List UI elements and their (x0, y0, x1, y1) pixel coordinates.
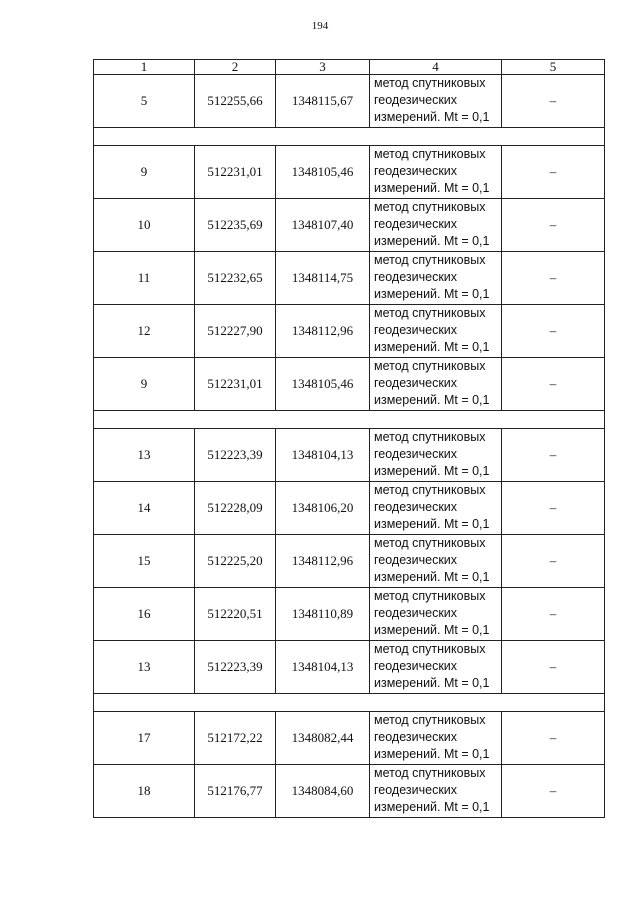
description-cell: – (502, 146, 605, 199)
x-coordinate-cell: 512176,77 (195, 765, 276, 818)
method-cell (370, 305, 502, 358)
point-number-cell: 17 (94, 712, 195, 765)
method-text-line: геодезических (374, 270, 458, 284)
method-text-line: измерений. Mt = 0,1 (374, 393, 490, 407)
method-text-line: метод спутниковых (374, 253, 486, 267)
method-text-line: метод спутниковых (374, 76, 486, 90)
point-number-cell: 9 (94, 358, 195, 411)
description-cell: – (502, 429, 605, 482)
method-cell (370, 199, 502, 252)
x-coordinate-cell: 512172,22 (195, 712, 276, 765)
method-text-line: метод спутниковых (374, 430, 486, 444)
method-text-line: измерений. Mt = 0,1 (374, 181, 490, 195)
y-coordinate-cell: 1348110,89 (276, 588, 370, 641)
description-cell: – (502, 765, 605, 818)
y-coordinate-cell: 1348115,67 (276, 75, 370, 128)
description-cell: – (502, 712, 605, 765)
method-text-line: измерений. Mt = 0,1 (374, 287, 490, 301)
point-number-cell: 14 (94, 482, 195, 535)
table-row (94, 252, 605, 305)
y-coordinate-cell: 1348105,46 (276, 146, 370, 199)
y-coordinate-cell: 1348112,96 (276, 535, 370, 588)
point-number-cell: 13 (94, 641, 195, 694)
table-row (94, 641, 605, 694)
y-coordinate-cell: 1348084,60 (276, 765, 370, 818)
method-cell (370, 358, 502, 411)
column-header-5: 5 (502, 60, 605, 75)
description-cell: – (502, 588, 605, 641)
table-header-row (94, 60, 605, 75)
point-number-cell: 13 (94, 429, 195, 482)
y-coordinate-cell: 1348112,96 (276, 305, 370, 358)
method-text-line: измерений. Mt = 0,1 (374, 110, 490, 124)
method-cell (370, 641, 502, 694)
method-cell (370, 482, 502, 535)
point-number-cell: 11 (94, 252, 195, 305)
method-text-line: измерений. Mt = 0,1 (374, 464, 490, 478)
description-cell: – (502, 305, 605, 358)
x-coordinate-cell: 512223,39 (195, 641, 276, 694)
point-number-cell: 16 (94, 588, 195, 641)
method-text-line: метод спутниковых (374, 306, 486, 320)
method-text-line: измерений. Mt = 0,1 (374, 234, 490, 248)
method-text-line: измерений. Mt = 0,1 (374, 570, 490, 584)
method-text-line: метод спутниковых (374, 642, 486, 656)
y-coordinate-cell: 1348082,44 (276, 712, 370, 765)
point-number-cell: 10 (94, 199, 195, 252)
method-text-line: измерений. Mt = 0,1 (374, 623, 490, 637)
y-coordinate-cell: 1348105,46 (276, 358, 370, 411)
method-cell (370, 252, 502, 305)
description-cell: – (502, 535, 605, 588)
group-separator-row (94, 694, 605, 712)
page-number: 194 (311, 20, 329, 32)
x-coordinate-cell: 512225,20 (195, 535, 276, 588)
description-cell: – (502, 75, 605, 128)
coordinates-table-body (94, 60, 605, 818)
table-row (94, 765, 605, 818)
table-row (94, 712, 605, 765)
point-number-cell: 5 (94, 75, 195, 128)
method-text-line: геодезических (374, 164, 458, 178)
method-text-line: геодезических (374, 447, 458, 461)
table-row (94, 535, 605, 588)
x-coordinate-cell: 512232,65 (195, 252, 276, 305)
group-separator-cell (94, 128, 605, 146)
y-coordinate-cell: 1348107,40 (276, 199, 370, 252)
method-text-line: метод спутниковых (374, 536, 486, 550)
description-cell: – (502, 252, 605, 305)
x-coordinate-cell: 512223,39 (195, 429, 276, 482)
table-row (94, 588, 605, 641)
column-header-4: 4 (370, 60, 502, 75)
method-text-line: измерений. Mt = 0,1 (374, 340, 490, 354)
table-row (94, 429, 605, 482)
y-coordinate-cell: 1348104,13 (276, 641, 370, 694)
method-text-line: геодезических (374, 217, 458, 231)
table-row (94, 146, 605, 199)
method-text-line: геодезических (374, 500, 458, 514)
table-row (94, 199, 605, 252)
method-cell (370, 535, 502, 588)
point-number-cell: 9 (94, 146, 195, 199)
x-coordinate-cell: 512255,66 (195, 75, 276, 128)
method-text-line: геодезических (374, 553, 458, 567)
method-text-line: измерений. Mt = 0,1 (374, 676, 490, 690)
method-text-line: метод спутниковых (374, 713, 486, 727)
column-header-2: 2 (195, 60, 276, 75)
method-text-line: метод спутниковых (374, 359, 486, 373)
y-coordinate-cell: 1348106,20 (276, 482, 370, 535)
group-separator-cell (94, 694, 605, 712)
method-text-line: измерений. Mt = 0,1 (374, 517, 490, 531)
x-coordinate-cell: 512228,09 (195, 482, 276, 535)
method-cell (370, 765, 502, 818)
method-text-line: измерений. Mt = 0,1 (374, 800, 490, 814)
description-cell: – (502, 482, 605, 535)
x-coordinate-cell: 512227,90 (195, 305, 276, 358)
table-row (94, 305, 605, 358)
method-text-line: метод спутниковых (374, 589, 486, 603)
group-separator-cell (94, 411, 605, 429)
group-separator-row (94, 411, 605, 429)
method-text-line: измерений. Mt = 0,1 (374, 747, 490, 761)
method-text-line: геодезических (374, 730, 458, 744)
method-cell (370, 75, 502, 128)
method-text-line: геодезических (374, 323, 458, 337)
y-coordinate-cell: 1348104,13 (276, 429, 370, 482)
x-coordinate-cell: 512231,01 (195, 146, 276, 199)
method-cell (370, 429, 502, 482)
method-text-line: геодезических (374, 783, 458, 797)
description-cell: – (502, 199, 605, 252)
point-number-cell: 12 (94, 305, 195, 358)
method-cell (370, 588, 502, 641)
table-row (94, 75, 605, 128)
method-text-line: метод спутниковых (374, 200, 486, 214)
description-cell: – (502, 358, 605, 411)
y-coordinate-cell: 1348114,75 (276, 252, 370, 305)
group-separator-row (94, 128, 605, 146)
method-text-line: геодезических (374, 376, 458, 390)
table-row (94, 358, 605, 411)
description-cell: – (502, 641, 605, 694)
method-text-line: геодезических (374, 606, 458, 620)
method-text-line: геодезических (374, 659, 458, 673)
x-coordinate-cell: 512220,51 (195, 588, 276, 641)
coordinates-table (93, 59, 605, 818)
method-text-line: метод спутниковых (374, 766, 486, 780)
x-coordinate-cell: 512231,01 (195, 358, 276, 411)
method-cell (370, 146, 502, 199)
method-text-line: метод спутниковых (374, 147, 486, 161)
method-text-line: метод спутниковых (374, 483, 486, 497)
column-header-3: 3 (276, 60, 370, 75)
table-row (94, 482, 605, 535)
method-cell (370, 712, 502, 765)
column-header-1: 1 (94, 60, 195, 75)
x-coordinate-cell: 512235,69 (195, 199, 276, 252)
method-text-line: геодезических (374, 93, 458, 107)
point-number-cell: 15 (94, 535, 195, 588)
point-number-cell: 18 (94, 765, 195, 818)
